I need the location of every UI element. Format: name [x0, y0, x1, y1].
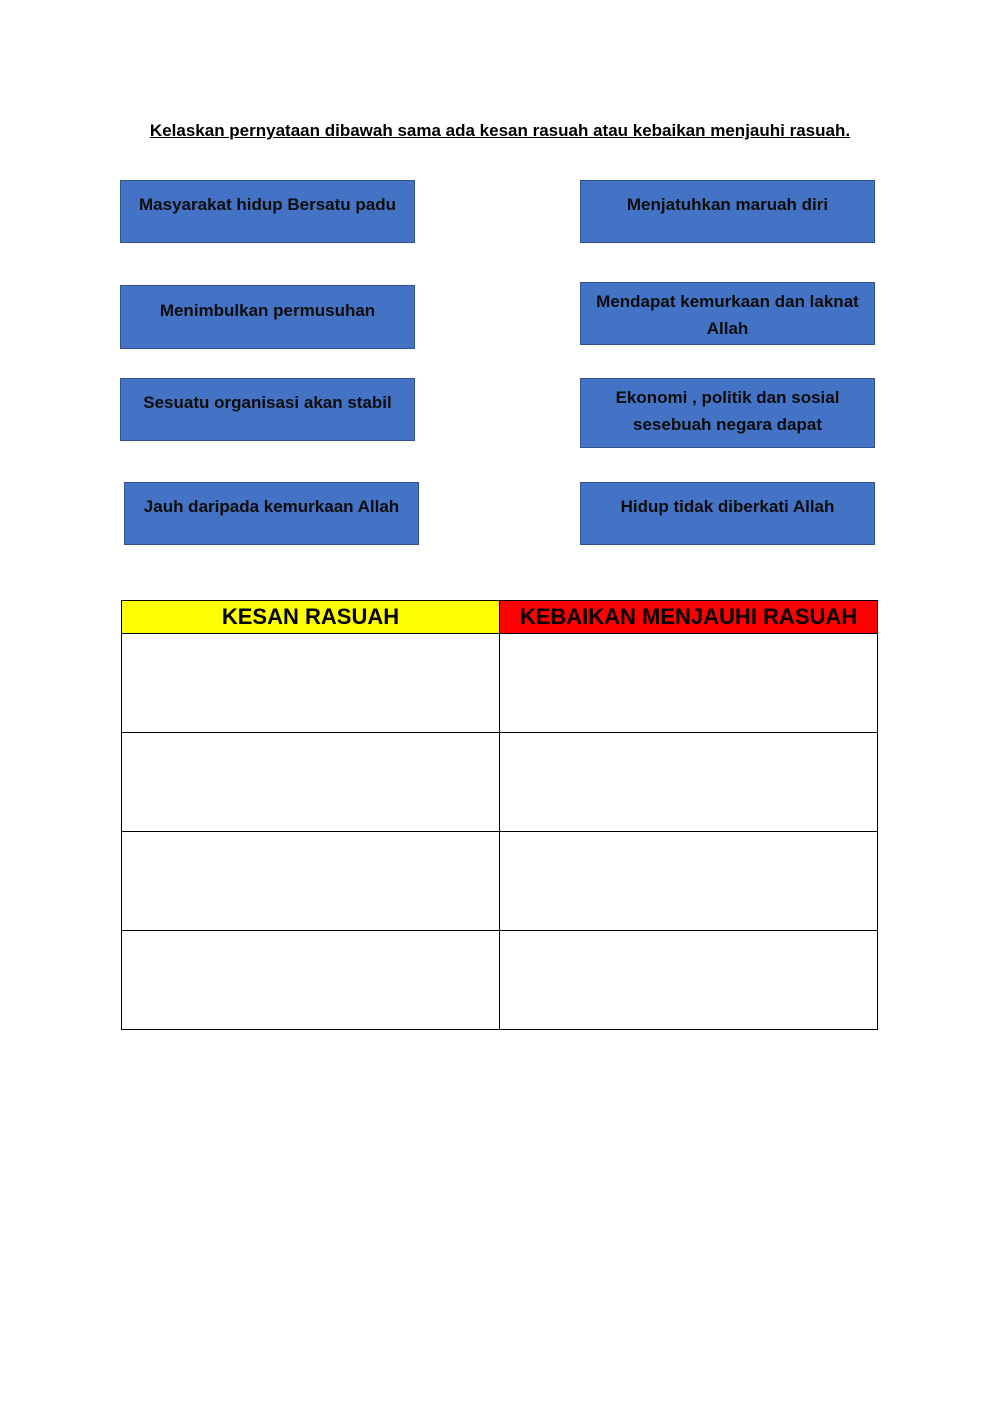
statement-card[interactable]: Ekonomi , politik dan sosial sesebuah negara dapat — [580, 378, 875, 448]
header-kebaikan-menjauhi-rasuah: KEBAIKAN MENJAUHI RASUAH — [500, 601, 878, 634]
table-row — [122, 733, 878, 832]
drop-cell-kebaikan[interactable] — [500, 832, 878, 931]
header-kesan-rasuah: KESAN RASUAH — [122, 601, 500, 634]
table-row — [122, 634, 878, 733]
drop-cell-kesan[interactable] — [122, 634, 500, 733]
table-row — [122, 832, 878, 931]
instruction-heading: Kelaskan pernyataan dibawah sama ada kesan rasuah atau kebaikan menjauhi rasuah. — [149, 121, 851, 140]
drop-cell-kesan[interactable] — [122, 832, 500, 931]
table-row — [122, 931, 878, 1030]
statement-card[interactable]: Jauh daripada kemurkaan Allah — [124, 482, 419, 545]
drop-cell-kebaikan[interactable] — [500, 634, 878, 733]
statement-card[interactable]: Masyarakat hidup Bersatu padu — [120, 180, 415, 243]
statement-card[interactable]: Menimbulkan permusuhan — [120, 285, 415, 349]
drop-cell-kesan[interactable] — [122, 931, 500, 1030]
statement-card[interactable]: Menjatuhkan maruah diri — [580, 180, 875, 243]
statement-card[interactable]: Hidup tidak diberkati Allah — [580, 482, 875, 545]
classification-table — [121, 600, 878, 1030]
drop-cell-kesan[interactable] — [122, 733, 500, 832]
statement-card[interactable]: Mendapat kemurkaan dan laknat Allah — [580, 282, 875, 345]
statement-card[interactable]: Sesuatu organisasi akan stabil — [120, 378, 415, 441]
drop-cell-kebaikan[interactable] — [500, 931, 878, 1030]
drop-cell-kebaikan[interactable] — [500, 733, 878, 832]
